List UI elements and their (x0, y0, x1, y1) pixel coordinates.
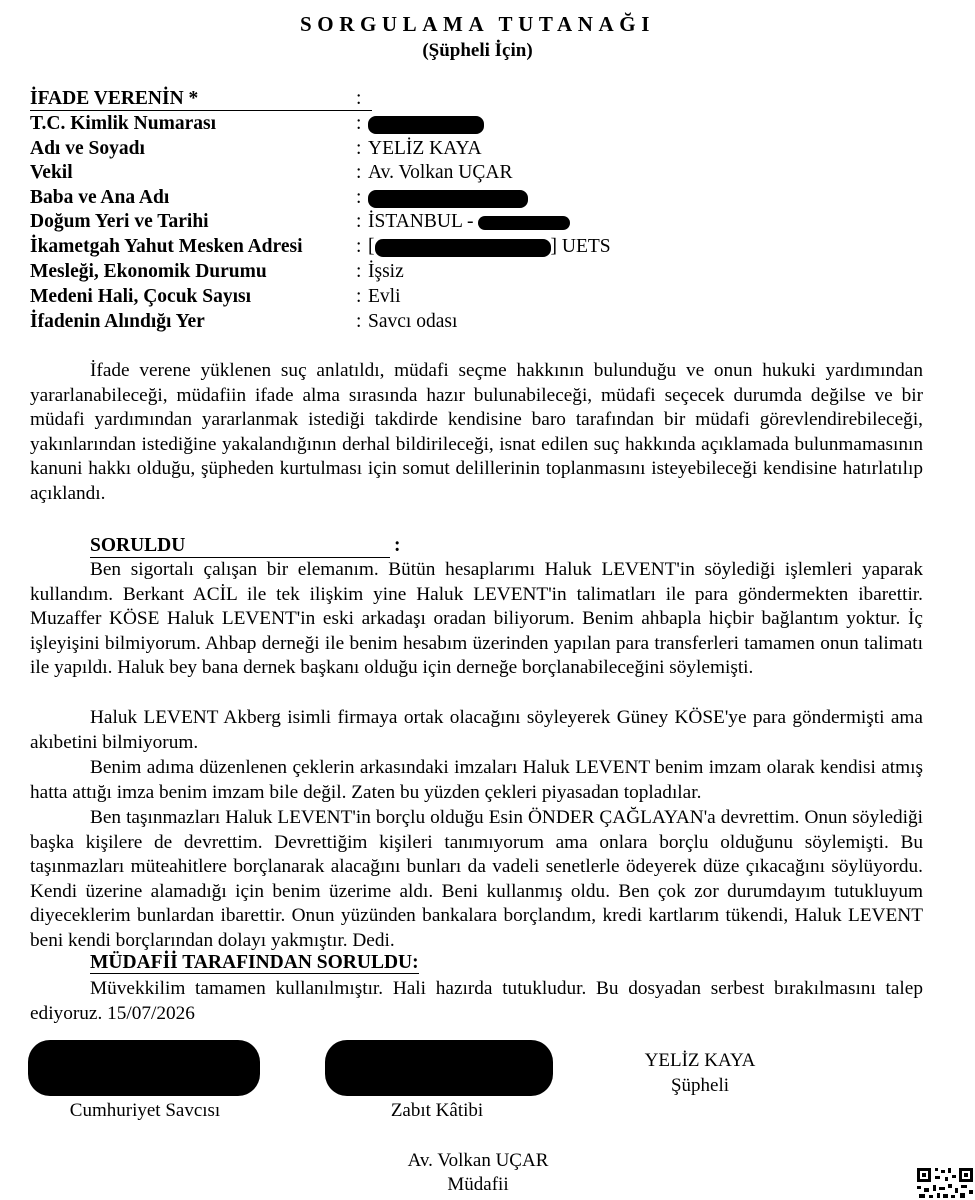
info-label: Baba ve Ana Adı (30, 187, 170, 208)
info-label: T.C. Kimlik Numarası (30, 113, 216, 134)
info-value (368, 211, 570, 233)
redacted-signature-katip (325, 1040, 553, 1096)
info-value-text: İSTANBUL - (368, 211, 474, 232)
redaction-mark (478, 216, 570, 230)
bracket-close-text: ] UETS (550, 236, 611, 257)
statement-paragraph-4: Ben taşınmazları Haluk LEVENT'in borçlu olduğu Esin ÖNDER ÇAĞLAYAN'a devrettim. Onun söylediği başka kişilere de devrettim. Devrettiğim kişileri tanımıyorum ama onlara borçlu olduğunu söylemişti. Bu taşınmazları müteahitlere borçlanarak alacağını bunları da vadeli senetlerle ödeyerek düze çıkacağını söylüyordu. Kendi üzerine alamadığı için benim üzerime aldı. Beni kullanmış oldu. Ben çok zor durumdayım tutukluyum diyeceklerim bunlardan ibarettir. Onun yüzünden bankalara borçlandım, kredi kartlarım tükendi, Haluk LEVENT beni kendi borçlarından dolayı yakmıştır. Dedi. (30, 807, 923, 951)
info-colon: : (356, 187, 362, 208)
statement-paragraph-1: Ben sigortalı çalışan bir elemanım. Bütün hesaplarımı Haluk LEVENT'in söylediği işlemleri yaparak kullandım. Berkant ACİL ile tek ilişkim yine Haluk LEVENT'in talimatları ile para göndermekten ibarettir. Muzaffer KÖSE Haluk LEVENT'in eski arkadaşı oradan biliyorum. Benim ahbapla hiçbir bağlantım yoktur. İç işleyişini bilmiyorum. Ahbap derneği ile benim hesabım üzerinden yapılan para transferleri tamamen onun talimatı ile yapıldı. Haluk bey bana dernek başkanı olduğu için derneğe borçlanabileceğini söylemişti. (30, 559, 923, 679)
info-value: Av. Volkan UÇAR (368, 162, 513, 183)
redaction-mark (368, 190, 528, 208)
info-row-dogum (30, 211, 670, 236)
info-colon: : (356, 311, 362, 332)
info-row-vekil (30, 162, 670, 187)
lawyer-name: Av. Volkan UÇAR (407, 1150, 549, 1171)
info-colon: : (356, 211, 362, 232)
info-value (368, 187, 528, 209)
suspect-name: YELİZ KAYA (644, 1050, 756, 1071)
soruldu-heading (90, 535, 400, 559)
soruldu-colon: : (394, 535, 401, 556)
info-colon: : (356, 162, 362, 183)
statement-paragraph-2: Haluk LEVENT Akberg isimli firmaya ortak olacağını söyleyerek Güney KÖSE'ye para göndermişti ama akıbetini bilmiyorum. (30, 707, 923, 753)
info-value: Savcı odası (368, 311, 458, 332)
info-label: Medeni Hali, Çocuk Sayısı (30, 286, 252, 307)
info-value (368, 113, 484, 135)
info-row-ad-soyad (30, 138, 670, 163)
info-row-adres (30, 236, 670, 261)
info-row-tc-kimlik (30, 113, 670, 138)
redaction-mark (375, 239, 551, 257)
document-subtitle: (Şüpheli İçin) (422, 40, 533, 61)
info-row-ifade-yeri (30, 311, 670, 336)
info-colon: : (356, 286, 362, 307)
info-value: YELİZ KAYA (368, 138, 482, 159)
document-title: SORGULAMA TUTANAĞI (300, 12, 655, 36)
savci-caption: Cumhuriyet Savcısı (69, 1100, 221, 1121)
redacted-signature-savci (28, 1040, 260, 1096)
info-colon: : (356, 236, 362, 257)
bracket-open: [ (368, 236, 375, 257)
mudafi-heading-text: MÜDAFİİ TARAFINDAN SORULDU: (90, 952, 419, 973)
info-value (368, 236, 611, 258)
mudafi-heading (90, 952, 419, 974)
info-colon: : (356, 88, 362, 109)
info-row-meslek (30, 261, 670, 286)
info-row-medeni-hal (30, 286, 670, 311)
underline (30, 110, 372, 111)
statement-paragraph-3: Benim adıma düzenlenen çeklerin arkasındaki imzaları Haluk LEVENT benim imzam olarak kendisi atmış hatta attığı imza benim imzam bile değil. Zaten bu yüzden çekleri piyasadan topladılar. (30, 757, 923, 803)
info-label: Vekil (30, 162, 73, 183)
info-colon: : (356, 261, 362, 282)
suspect-role: Şüpheli (670, 1075, 730, 1096)
lawyer-role: Müdafii (447, 1174, 509, 1195)
redaction-mark (368, 116, 484, 134)
info-colon: : (356, 113, 362, 134)
info-colon: : (356, 138, 362, 159)
rights-paragraph: İfade verene yüklenen suç anlatıldı, müdafi seçme hakkının bulunduğu ve onun hukuki yardımından yararlanabileceği, müdafiin ifade alma sırasında hazır bulunabileceği, müdafi seçecek durumda değilse ve bir müdafi yardımından yararlanmak istediği takdirde kendisine baro tarafından bir müdafi görevlendirebileceği, yakınlarından istediğine yakalandığının derhal bildirileceği, isnat edilen suç hakkında açıklamada bulunmamasının kanuni hakkı olduğu, şüpheden kurtulması için somut delillerinin toplanmasını isteyebileceği kendisine hatırlatılıp açıklandı. (30, 360, 923, 504)
info-row-ifade-veren (30, 88, 670, 113)
mudafi-statement: Müvekkilim tamamen kullanılmıştır. Hali hazırda tutukludur. Bu dosyadan serbest bırakılmasını talep ediyoruz. 15/07/2026 (30, 978, 923, 1024)
info-label: İkametgah Yahut Mesken Adresi (30, 236, 303, 257)
katip-caption: Zabıt Kâtibi (390, 1100, 484, 1121)
info-label: Doğum Yeri ve Tarihi (30, 211, 209, 232)
info-label: Adı ve Soyadı (30, 138, 145, 159)
info-value: Evli (368, 286, 401, 307)
info-value: İşsiz (368, 261, 404, 282)
info-label: İfadenin Alındığı Yer (30, 311, 205, 332)
info-label: İFADE VERENİN * (30, 88, 199, 109)
soruldu-heading-text: SORULDU (90, 535, 186, 556)
info-row-baba-ana (30, 187, 670, 212)
qr-code-icon (915, 1166, 975, 1200)
info-label: Mesleği, Ekonomik Durumu (30, 261, 267, 282)
